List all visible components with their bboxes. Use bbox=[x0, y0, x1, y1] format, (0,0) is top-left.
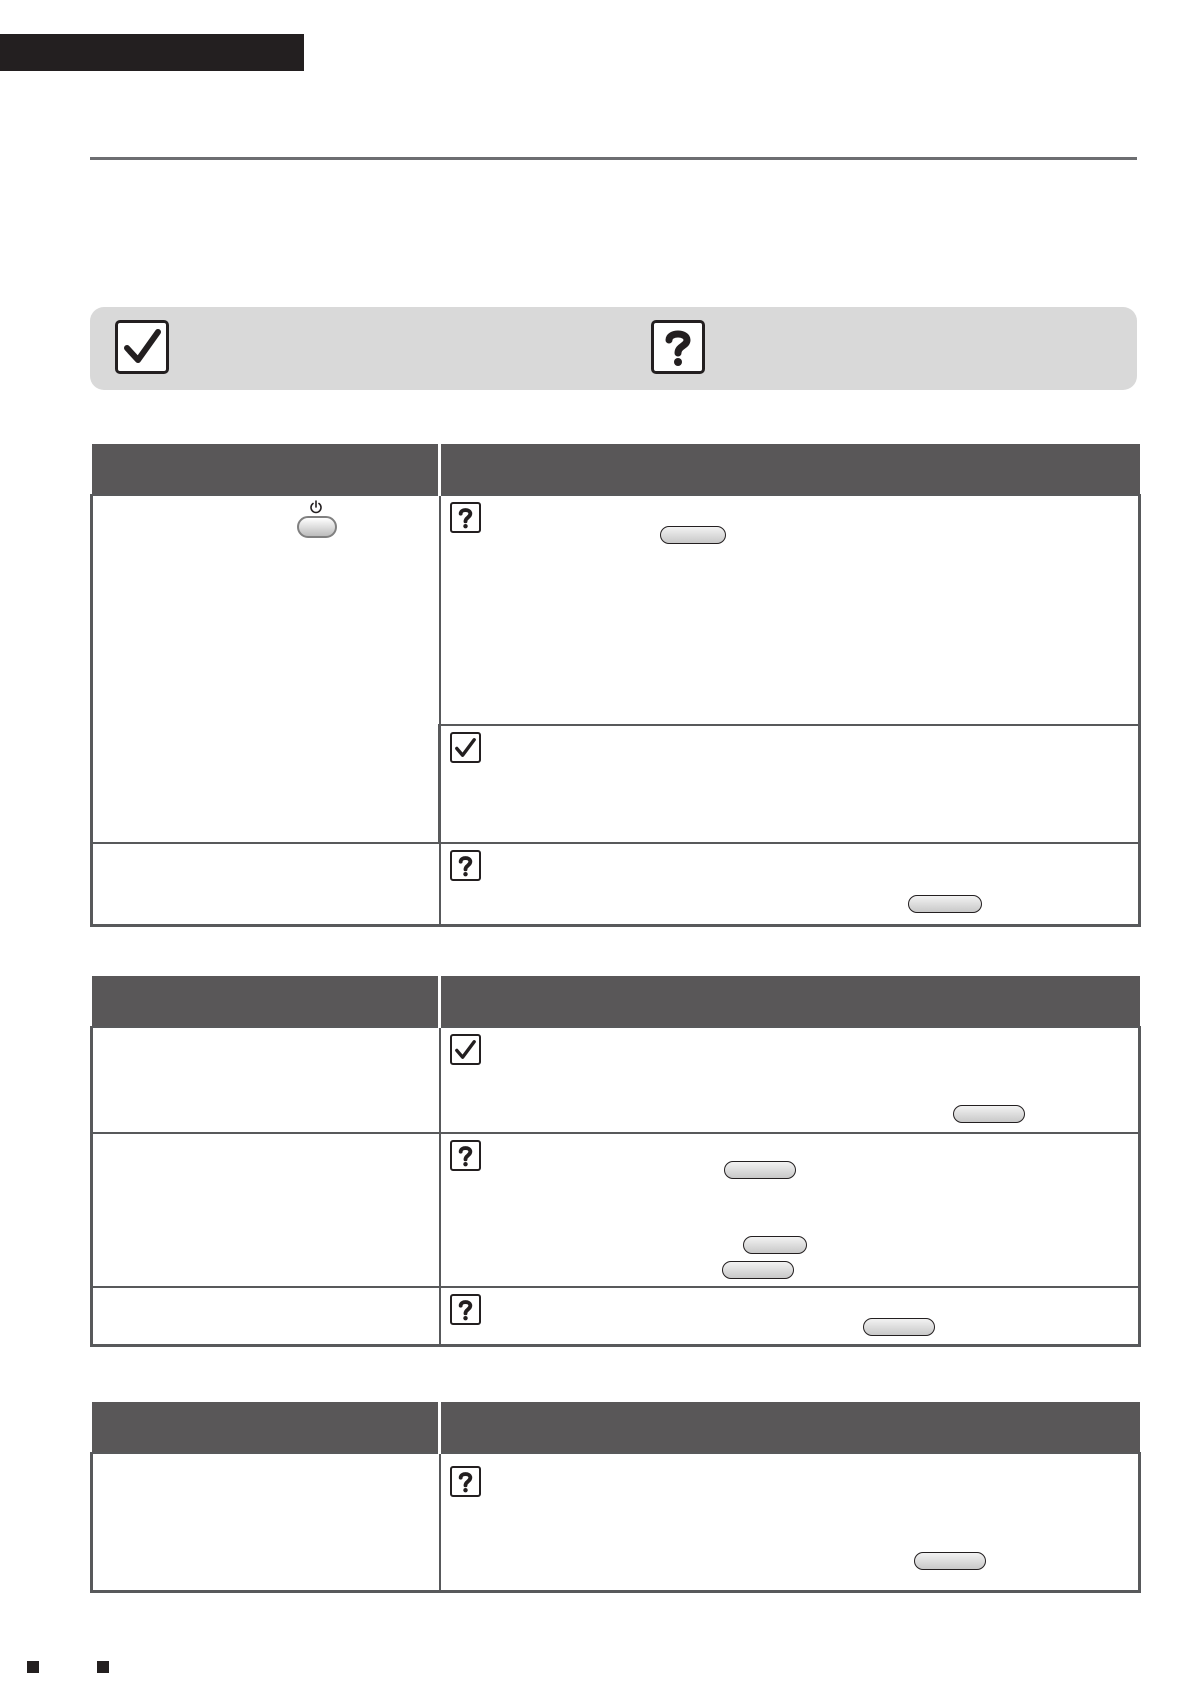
table-row bbox=[92, 1287, 1140, 1346]
solution-cell bbox=[440, 1027, 1140, 1133]
footer-marker bbox=[97, 1661, 109, 1673]
solution-cell bbox=[440, 1453, 1140, 1592]
question-box-icon bbox=[450, 1294, 481, 1325]
problem-cell bbox=[92, 1453, 440, 1592]
table-header-cell bbox=[440, 976, 1140, 1027]
table-header-row bbox=[92, 444, 1140, 495]
table-row bbox=[92, 1133, 1140, 1287]
question-box-icon bbox=[450, 1466, 481, 1497]
header-rule bbox=[90, 157, 1137, 160]
key-button-icon bbox=[660, 526, 726, 544]
key-button-icon bbox=[722, 1261, 794, 1279]
checkmark-box-icon bbox=[450, 732, 481, 763]
checkmark-box-icon bbox=[450, 1034, 481, 1065]
question-box-icon bbox=[450, 502, 481, 533]
header-bar bbox=[0, 34, 304, 71]
table-header-cell bbox=[92, 444, 440, 495]
key-button-icon bbox=[908, 895, 982, 913]
footer-marker bbox=[27, 1661, 39, 1673]
solution-cell bbox=[440, 843, 1140, 926]
table-row bbox=[92, 843, 1140, 926]
question-box-icon bbox=[450, 1140, 481, 1171]
table-header-row bbox=[92, 976, 1140, 1027]
key-button-icon bbox=[953, 1105, 1025, 1123]
key-button-icon bbox=[863, 1318, 935, 1336]
question-box-icon bbox=[651, 320, 705, 374]
key-button-icon bbox=[914, 1552, 986, 1570]
key-button-icon bbox=[724, 1161, 796, 1179]
problem-cell bbox=[92, 843, 440, 926]
icon-legend bbox=[90, 307, 1137, 390]
troubleshooting-table-3 bbox=[90, 1402, 1141, 1593]
question-box-icon bbox=[450, 850, 481, 881]
power-symbol-icon bbox=[309, 500, 323, 514]
table-row bbox=[92, 495, 1140, 725]
troubleshooting-table-1 bbox=[90, 444, 1141, 927]
table-header-cell bbox=[440, 1402, 1140, 1453]
table-row bbox=[92, 1453, 1140, 1592]
table-header-cell bbox=[92, 976, 440, 1027]
solution-cell bbox=[440, 1133, 1140, 1287]
solution-cell bbox=[440, 725, 1140, 843]
table-header-cell bbox=[92, 1402, 440, 1453]
table-row bbox=[92, 1027, 1140, 1133]
solution-cell bbox=[440, 1287, 1140, 1346]
checkmark-box-icon bbox=[115, 320, 169, 374]
power-button-icon bbox=[297, 516, 337, 538]
problem-cell bbox=[92, 495, 440, 843]
troubleshooting-table-2 bbox=[90, 976, 1141, 1347]
problem-cell bbox=[92, 1027, 440, 1133]
table-header-row bbox=[92, 1402, 1140, 1453]
problem-cell bbox=[92, 1287, 440, 1346]
key-button-icon bbox=[743, 1236, 807, 1254]
problem-cell bbox=[92, 1133, 440, 1287]
solution-cell bbox=[440, 495, 1140, 725]
table-header-cell bbox=[440, 444, 1140, 495]
